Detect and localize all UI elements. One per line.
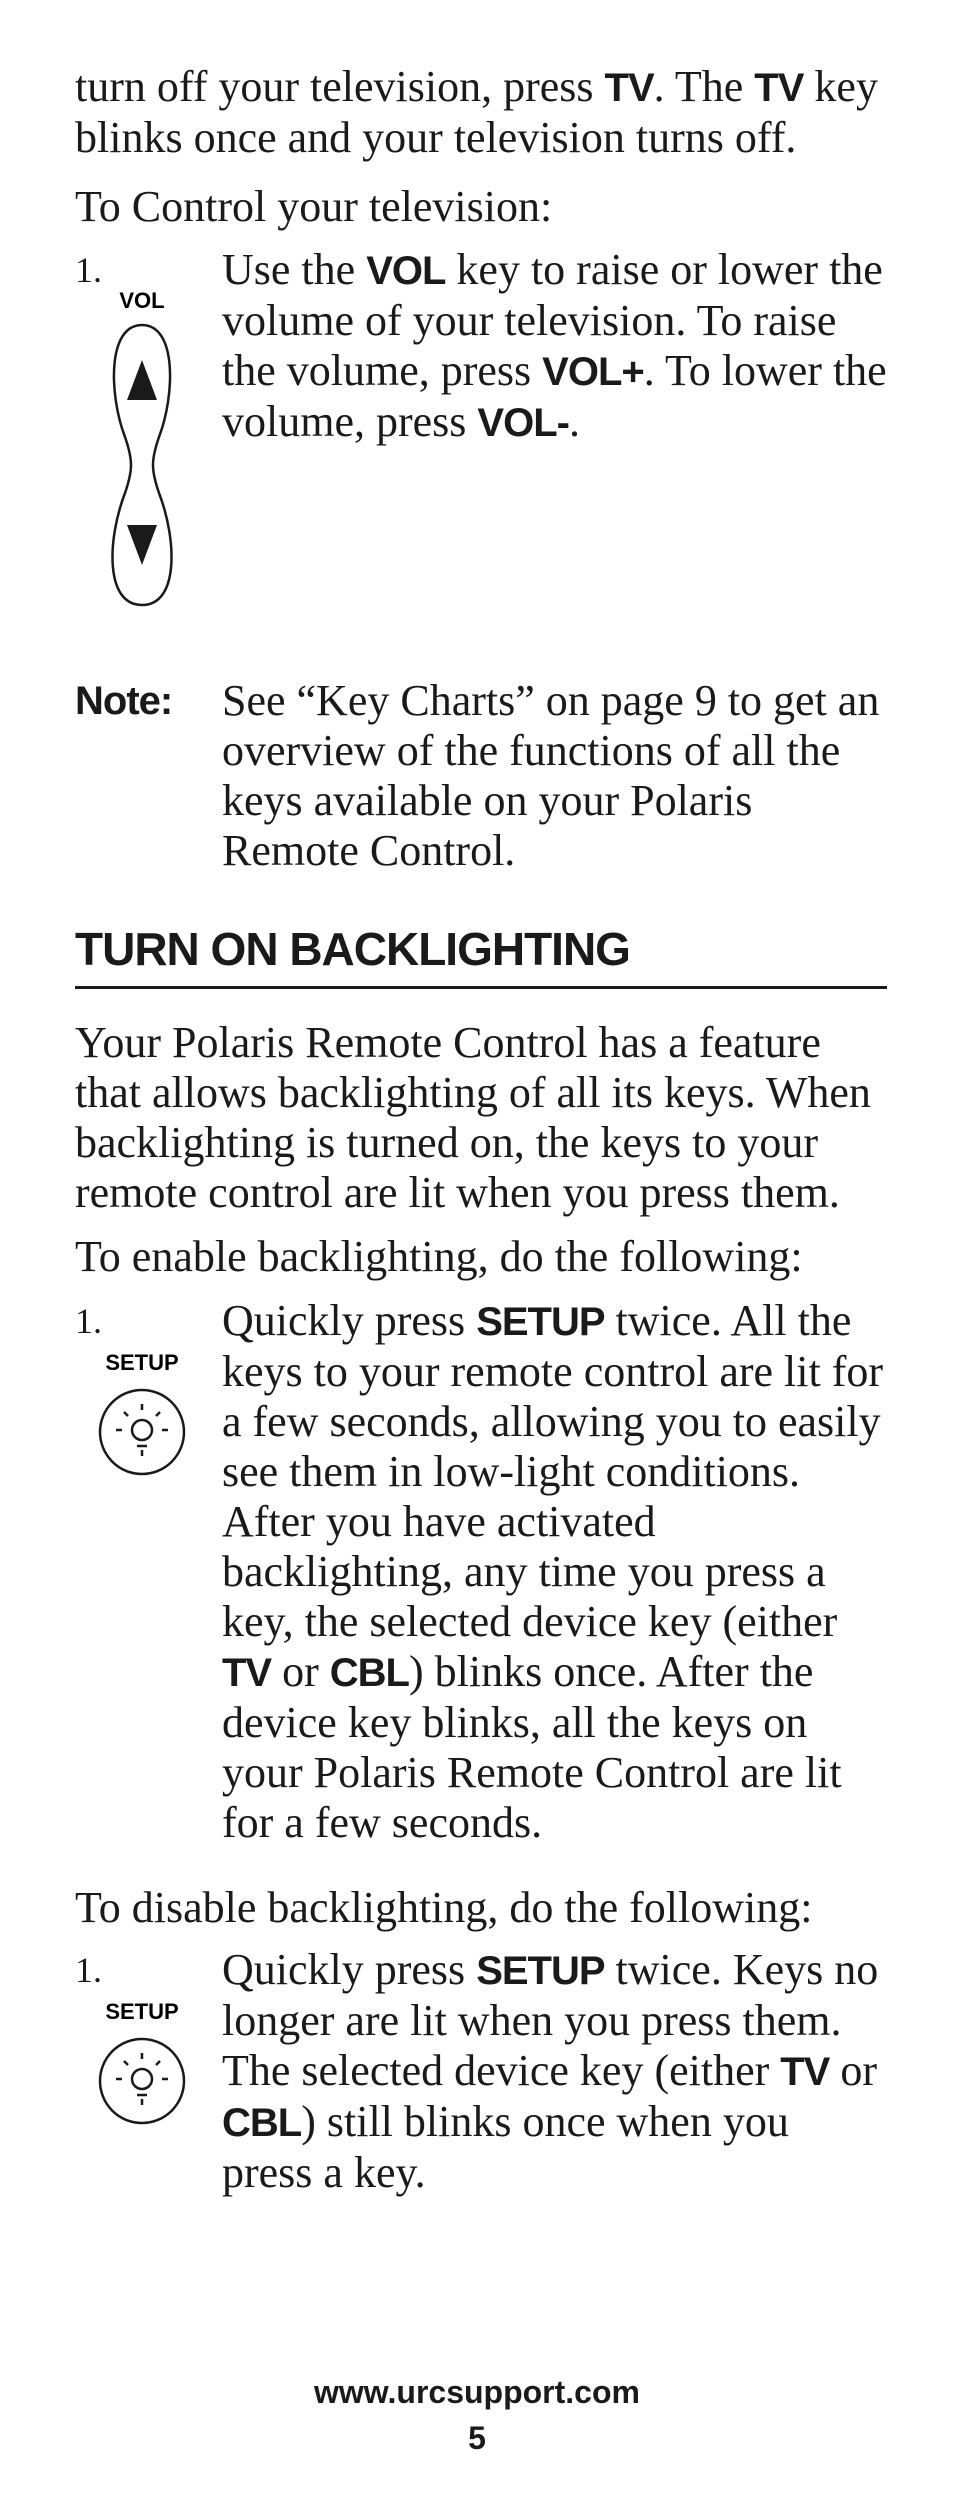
vol-minus-key-ref: VOL- bbox=[477, 401, 569, 445]
note-label: Note: bbox=[75, 679, 173, 723]
step-number: 1. bbox=[75, 1950, 102, 1990]
vol-key-ref: VOL bbox=[366, 249, 446, 293]
vol-step-text: Use the VOL key to raise or lower the volume of your television. To raise the volume, press VOL+. To lower the volume, press VOL-. bbox=[222, 245, 887, 446]
control-tv-intro: To Control your television: bbox=[75, 182, 553, 231]
disable-step-text: Quickly press SETUP twice. Keys no longer are lit when you press them. The selected device key (either TV or CBL) still blinks once when you press a key. bbox=[222, 1945, 879, 2197]
note-text: See “Key Charts” on page 9 to get an overview of the functions of all the keys available on your Polaris Remote Control. bbox=[222, 676, 880, 875]
note-block bbox=[75, 676, 887, 876]
enable-step bbox=[75, 1296, 887, 1848]
page-number: 5 bbox=[468, 2420, 486, 2456]
vol-rocker-icon bbox=[97, 275, 187, 635]
setup-key-ref: SETUP bbox=[476, 1300, 605, 1344]
setup-key-icon bbox=[92, 1348, 192, 1488]
tv-key-ref: TV bbox=[754, 66, 804, 110]
setup-key-ref: SETUP bbox=[476, 1949, 605, 1993]
vol-up-arrow-icon bbox=[127, 360, 157, 400]
setup-icon-label: SETUP bbox=[105, 1999, 179, 2024]
backlighting-description: Your Polaris Remote Control has a feature that allows backlighting of all its keys. When backlighting is turned on, the keys to your remote control are lit when you press them. bbox=[75, 1018, 871, 1217]
cbl-key-ref: CBL bbox=[329, 1651, 409, 1695]
enable-step-text: Quickly press SETUP twice. All the keys to your remote control are lit for a few seconds, allowing you to easily see them in low-light conditions. After you have activated backlighting, any time you press a key, the selected device key (either TV or CBL) blinks once. After the device key blinks, all the keys on your Polaris Remote Control are lit for a few seconds. bbox=[222, 1296, 884, 1847]
step-number: 1. bbox=[75, 250, 102, 290]
step-number: 1. bbox=[75, 1301, 102, 1341]
vol-down-arrow-icon bbox=[127, 525, 157, 565]
lightbulb-icon bbox=[116, 1404, 168, 1456]
cbl-key-ref: CBL bbox=[222, 2101, 302, 2145]
setup-icon-label: SETUP bbox=[105, 1350, 179, 1375]
intro-paragraph: turn off your television, press TV. The TV key blinks once and your television turns off. bbox=[75, 62, 878, 162]
section-heading: TURN ON BACKLIGHTING bbox=[75, 922, 887, 989]
tv-key-ref: TV bbox=[222, 1651, 272, 1695]
disable-intro: To disable backlighting, do the following: bbox=[75, 1883, 813, 1932]
vol-icon-label: VOL bbox=[119, 288, 165, 313]
enable-intro: To enable backlighting, do the following: bbox=[75, 1232, 803, 1281]
lightbulb-icon bbox=[116, 2053, 168, 2105]
tv-key-ref: TV bbox=[780, 2050, 830, 2094]
footer-url: www.urcsupport.com bbox=[314, 2374, 640, 2410]
vol-plus-key-ref: VOL+ bbox=[542, 350, 644, 394]
disable-step bbox=[75, 1945, 887, 2198]
setup-key-icon bbox=[92, 1997, 192, 2137]
tv-key-ref: TV bbox=[604, 66, 654, 110]
vol-step bbox=[75, 245, 887, 448]
